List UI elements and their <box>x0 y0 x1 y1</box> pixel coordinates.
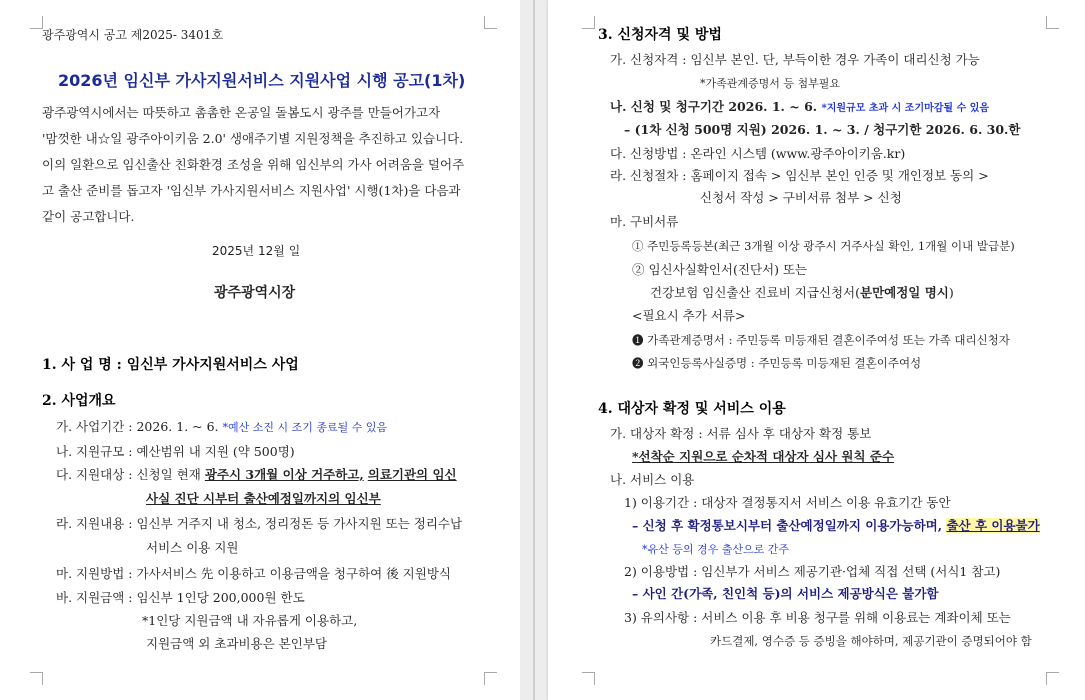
item-na-note: *지원규모 초과 시 조기마감될 수 있음 <box>821 103 990 114</box>
announcement-date: 2025년 12월 일 <box>212 244 301 258</box>
item-ra-line2: 신청서 작성 > 구비서류 첨부 > 신청 <box>700 190 902 205</box>
intro-line: '맘껏한 내☆일 광주아이키움 2.0' 생애주기별 지원정책을 추진하고 있습니다. <box>42 131 464 146</box>
section-3-heading: 3. 신청자격 및 방법 <box>598 27 722 43</box>
item-na-line2: – (1차 신청 500명 지원) 2026. 1. ~ 3. / 청구기한 2026. 6. 30.한 <box>624 122 1021 137</box>
item-ra: 라. 신청절차 : 홈페이지 접속 > 임신부 본인 인증 및 개인정보 동의 > <box>610 168 989 183</box>
crop-mark <box>1046 672 1059 685</box>
additional-doc-2: ❷ 외국인등록사실증명 : 주민등록 미등재된 결혼이주여성 <box>632 356 922 370</box>
usage-period: 1) 이용기간 : 대상자 결정통지서 서비스 이용 유효기간 동안 <box>624 495 951 510</box>
section-2-heading: 2. 사업개요 <box>42 393 116 409</box>
document-title: 2026년 임신부 가사지원서비스 지원사업 시행 공고(1차) <box>58 71 466 90</box>
page-gutter <box>520 0 548 700</box>
required-doc-2b-close: ) <box>948 285 954 300</box>
item-na <box>610 99 989 117</box>
crop-mark <box>30 672 43 685</box>
item-na: 나. 지원규모 : 예산범위 내 지원 (약 500명) <box>56 444 295 459</box>
item-ga-label: 가. 사업기간 : 2026. 1. ~ 6. <box>56 419 219 434</box>
item-ga4-note: *선착순 지원으로 순차적 대상자 심사 원칙 준수 <box>632 449 895 464</box>
item-ba: 바. 지원금액 : 임신부 1인당 200,000원 한도 <box>56 590 305 605</box>
notice-number: 광주광역시 공고 제2025- 3401호 <box>42 28 223 42</box>
item-da-emphasis: 광주시 3개월 이상 거주하고, <box>204 467 364 482</box>
item-na4: 나. 서비스 이용 <box>610 472 695 487</box>
item-ba-note: *1인당 지원금액 내 자유롭게 이용하고, <box>142 613 358 628</box>
item-ma: 마. 구비서류 <box>610 214 679 229</box>
section-1-heading: 1. 사 업 명 : 임신부 가사지원서비스 사업 <box>42 357 299 373</box>
item-da-label: 다. 지원대상 : 신청일 현재 <box>56 467 201 482</box>
crop-mark <box>582 672 595 685</box>
required-doc-2b-emphasis: 분만예정일 명시 <box>860 285 949 300</box>
document-page-right <box>548 0 1085 700</box>
item-da-emphasis: 의료기관의 임신 <box>367 467 457 482</box>
section-4-heading: 4. 대상자 확정 및 서비스 이용 <box>598 401 786 417</box>
item-ga-note: *예산 소진 시 조기 종료될 수 있음 <box>222 421 388 434</box>
usage-method-restriction: – 사인 간(가족, 친인척 등)의 서비스 제공방식은 불가함 <box>632 586 939 601</box>
usage-caution: 3) 유의사항 : 서비스 이용 후 비용 청구를 위해 이용료는 계좌이체 또는 <box>624 610 1011 625</box>
item-da-line2: 사실 진단 시부터 출산예정일까지의 임신부 <box>146 491 381 506</box>
required-doc-1: ① 주민등록등본(최근 3개월 이상 광주시 거주사실 확인, 1개월 이내 발급분) <box>632 239 1015 253</box>
usage-period-detail-text: – 신청 후 확정통보시부터 출산예정일까지 이용가능하며, <box>632 518 943 533</box>
required-doc-2: ② 임신사실확인서(진단서) 또는 <box>632 262 808 277</box>
item-ga-note: *가족관계증명서 등 첨부필요 <box>700 77 841 90</box>
item-na-label: 나. 신청 및 청구기간 2026. 1. ~ 6. <box>610 99 818 114</box>
required-doc-2b <box>650 285 954 301</box>
item-ga: 가. 신청자격 : 임신부 본인. 단, 부득이한 경우 가족이 대리신청 가능 <box>610 52 980 67</box>
item-ma: 마. 지원방법 : 가사서비스 先 이용하고 이용금액을 청구하여 後 지원방식 <box>56 566 451 581</box>
required-doc-2b-text: 건강보험 임신출산 진료비 지급신청서( <box>650 285 860 300</box>
usage-method: 2) 이용방법 : 임신부가 서비스 제공기관·업체 직접 선택 (서식1 참고) <box>624 564 1001 579</box>
additional-docs-label: <필요시 추가 서류> <box>632 308 746 323</box>
document-page-left <box>0 0 520 700</box>
intro-line: 고 출산 준비를 돕고자 '임신부 가사지원서비스 지원사업' 시행(1차)을 다음과 <box>42 183 461 198</box>
item-ra-line2: 서비스 이용 지원 <box>146 540 239 555</box>
usage-caution-line2: 카드결제, 영수증 등 증빙을 해야하며, 제공기관이 증명되어야 함 <box>710 634 1032 648</box>
item-ga4: 가. 대상자 확정 : 서류 심사 후 대상자 확정 통보 <box>610 426 872 441</box>
item-da <box>56 467 457 483</box>
mayor-signature: 광주광역시장 <box>214 285 296 301</box>
usage-period-note: *유산 등의 경우 출산으로 간주 <box>642 543 789 556</box>
crop-mark <box>484 672 497 685</box>
item-ba-note: 지원금액 외 초과비용은 본인부담 <box>146 636 327 651</box>
intro-line: 같이 공고합니다. <box>42 209 135 224</box>
crop-mark <box>484 16 497 29</box>
usage-period-detail <box>632 518 1040 534</box>
item-da: 다. 신청방법 : 온라인 시스템 (www.광주아이키움.kr) <box>610 146 906 161</box>
crop-mark <box>1046 16 1059 29</box>
additional-doc-1: ❶ 가족관계증명서 : 주민등록 미등재된 결혼이주여성 또는 가족 대리신청자 <box>632 333 1010 347</box>
intro-line: 이의 일환으로 임신출산 친화환경 조성을 위해 임신부의 가사 어려움을 덜어주 <box>42 157 465 172</box>
crop-mark <box>582 16 595 29</box>
item-ra: 라. 지원내용 : 임신부 거주지 내 청소, 정리정돈 등 가사지원 또는 정리수납 <box>56 516 463 531</box>
intro-line: 광주광역시에서는 따뜻하고 촘촘한 온공일 돌봄도시 광주를 만들어가고자 <box>42 105 441 120</box>
usage-period-restriction: 출산 후 이용불가 <box>946 518 1040 533</box>
item-ga <box>56 419 387 436</box>
